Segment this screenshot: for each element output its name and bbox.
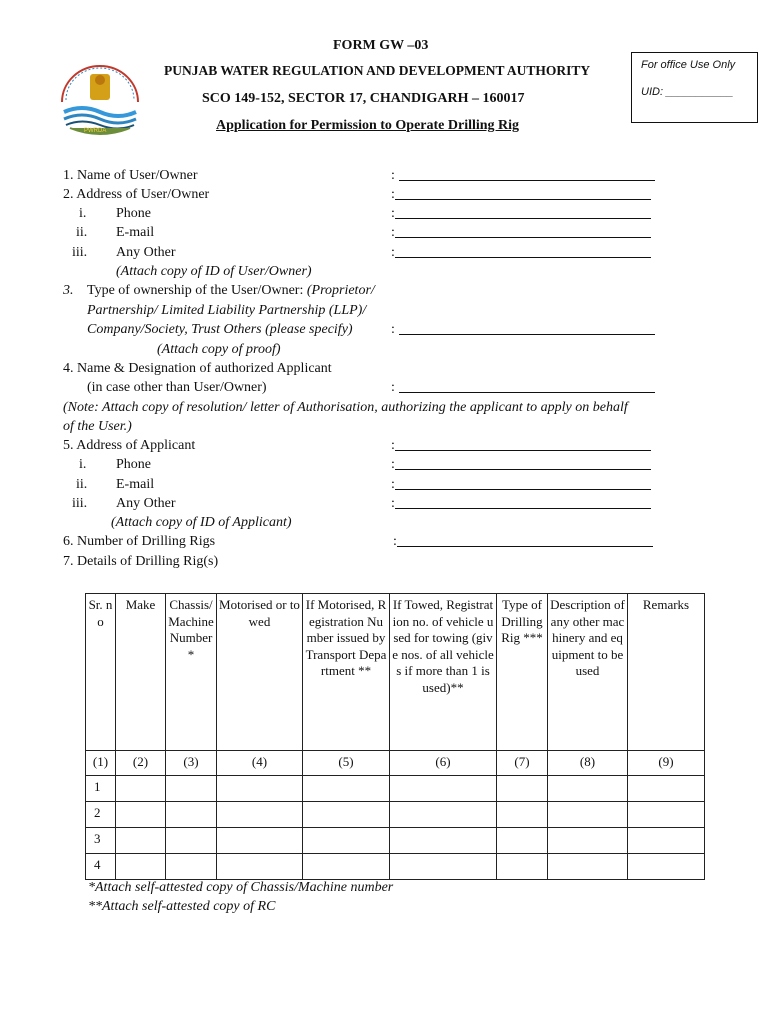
field-colon: : [391,438,395,453]
col-header-rig-type: Type of Drilling Rig *** [497,594,548,751]
field-colon: : [391,380,395,395]
col-number: (5) [303,751,390,776]
col-header-description: Description of any other machinery and equipment to be used [548,594,628,751]
user-other-input[interactable] [395,257,651,258]
field-colon: : [393,534,397,549]
col-header-remarks: Remarks [628,594,705,751]
table-cell[interactable] [548,854,628,880]
pwrda-logo [52,62,148,142]
field-colon: : [391,245,395,260]
table-cell[interactable] [116,802,166,828]
table-cell[interactable] [497,854,548,880]
table-cell[interactable] [548,802,628,828]
form-number: FORM GW –03 [333,38,429,53]
table-cell[interactable] [390,854,497,880]
table-cell[interactable] [628,828,705,854]
col-number: (6) [390,751,497,776]
field-colon: : [391,457,395,472]
table-row [86,854,705,880]
field-2-iii-num: iii. [72,245,88,260]
field-5-label: 5. Address of Applicant [63,438,196,453]
table-cell[interactable] [116,854,166,880]
field-6-label: 6. Number of Drilling Rigs [63,534,216,549]
applicant-phone-input[interactable] [395,469,651,470]
table-cell[interactable] [497,802,548,828]
col-header-chassis: Chassis/Machine Number* [166,594,217,751]
col-number: (9) [628,751,705,776]
field-2-label: 2. Address of User/Owner [63,187,210,202]
applicant-other-input[interactable] [395,508,651,509]
col-number: (2) [116,751,166,776]
applicant-address-input[interactable] [395,450,651,451]
table-row [86,776,705,802]
col-header-make: Make [116,594,166,751]
col-number: (4) [217,751,303,776]
field-2-ii-num: ii. [76,225,88,240]
field-colon: : [391,496,395,511]
table-row [86,802,705,828]
footnote-rc: **Attach self-attested copy of RC [88,899,276,914]
authority-name: PUNJAB WATER REGULATION AND DEVELOPMENT AUTHORITY [164,63,591,78]
col-number: (1) [86,751,116,776]
field-2-note: (Attach copy of ID of User/Owner) [116,264,312,279]
col-number: (3) [166,751,217,776]
field-3-note: (Attach copy of proof) [157,342,281,357]
user-phone-input[interactable] [395,218,651,219]
row-number: 3 [86,828,116,854]
footnote-chassis: *Attach self-attested copy of Chassis/Machine number [88,880,394,895]
drilling-rig-table [85,593,705,880]
row-number: 1 [86,776,116,802]
row-number: 4 [86,854,116,880]
field-colon: : [391,206,395,221]
table-cell[interactable] [303,802,390,828]
field-3-num: 3. [63,283,74,298]
table-cell[interactable] [116,828,166,854]
table-header-row [86,594,705,751]
field-3-label-d: Company/Society, Trust Others (please specify) [87,322,353,337]
col-number: (8) [548,751,628,776]
col-number: (7) [497,751,548,776]
field-colon: : [391,477,395,492]
table-cell[interactable] [303,828,390,854]
logo-text: PWRDA [84,128,107,134]
table-cell[interactable] [217,802,303,828]
field-2-iii-label: Any Other [116,245,176,260]
field-5-iii-num: iii. [72,496,88,511]
field-4-label: 4. Name & Designation of authorized Applicant [63,361,332,376]
field-2-ii-label: E-mail [116,225,155,240]
applicant-email-input[interactable] [395,489,651,490]
field-5-ii-num: ii. [76,477,88,492]
field-5-iii-label: Any Other [116,496,176,511]
table-cell[interactable] [497,776,548,802]
authorized-applicant-input[interactable] [399,392,655,393]
table-cell[interactable] [390,828,497,854]
field-3-label [87,283,375,299]
field-3-label-b: (Proprietor/ [306,283,375,298]
field-colon: : [391,168,395,183]
table-cell[interactable] [628,854,705,880]
table-cell[interactable] [390,776,497,802]
user-email-input[interactable] [395,237,651,238]
table-cell[interactable] [497,828,548,854]
table-cell[interactable] [548,776,628,802]
field-1-input[interactable] [399,180,655,181]
ownership-type-input[interactable] [399,334,655,335]
authorisation-note-b: of the User.) [63,419,132,434]
field-2-i-num: i. [79,206,87,221]
page-title: Application for Permission to Operate Drilling Rig [216,118,520,133]
field-1-label: 1. Name of User/Owner [63,168,198,183]
rig-count-input[interactable] [397,546,653,547]
table-cell[interactable] [390,802,497,828]
table-row [86,828,705,854]
field-3-label-c: Partnership/ Limited Liability Partnership (LLP)/ [87,303,367,318]
col-header-towed: If Towed, Registration no. of vehicle used for towing (give nos. of all vehicles if more than 1 is used)** [390,594,497,751]
table-cell[interactable] [116,776,166,802]
table-cell[interactable] [166,776,217,802]
table-cell[interactable] [303,854,390,880]
field-5-i-label: Phone [116,457,151,472]
table-cell[interactable] [217,854,303,880]
field-5-i-num: i. [79,457,87,472]
table-cell[interactable] [303,776,390,802]
col-header-sr-no: Sr. no [86,594,116,751]
authorisation-note: (Note: Attach copy of resolution/ letter of Authorisation, authorizing the applicant to apply on behalf [63,400,628,415]
field-colon: : [391,187,395,202]
field-7-label: 7. Details of Drilling Rig(s) [63,554,219,569]
col-header-motorised: Motorised or towed [217,594,303,751]
table-cell[interactable] [628,776,705,802]
field-4-label-b: (in case other than User/Owner) [87,380,267,395]
table-cell[interactable] [628,802,705,828]
column-number-row [86,751,705,776]
table-cell[interactable] [217,828,303,854]
field-colon: : [391,322,395,337]
table-cell[interactable] [166,802,217,828]
field-3-label-a: Type of ownership of the User/Owner: [87,283,307,298]
uid-field[interactable]: UID: ___________ [641,86,734,98]
field-5-note: (Attach copy of ID of Applicant) [111,515,292,530]
table-cell[interactable] [548,828,628,854]
field-5-ii-label: E-mail [116,477,155,492]
col-header-registration: If Motorised, Registration Number issued by Transport Department ** [303,594,390,751]
table-cell[interactable] [166,828,217,854]
field-2-input[interactable] [395,199,651,200]
authority-address: SCO 149-152, SECTOR 17, CHANDIGARH – 160017 [202,91,525,106]
row-number: 2 [86,802,116,828]
field-2-i-label: Phone [116,206,151,221]
field-colon: : [391,225,395,240]
office-use-label: For office Use Only [641,59,736,71]
table-cell[interactable] [217,776,303,802]
office-use-box [631,52,758,123]
table-cell[interactable] [166,854,217,880]
